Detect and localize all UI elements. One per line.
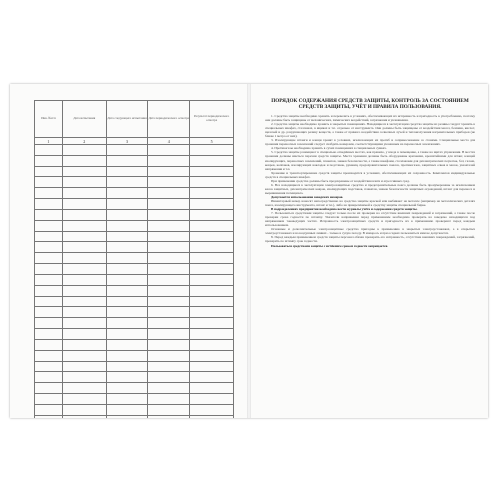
- table-cell: [106, 383, 148, 394]
- table-row: [35, 394, 234, 405]
- table-cell: [148, 307, 190, 318]
- table-cell: [148, 155, 190, 166]
- table-row: [35, 209, 234, 220]
- rules-text: [265, 98, 475, 248]
- table-cell: [62, 209, 106, 220]
- table-cell: [35, 274, 63, 285]
- rules-paragraph: 6. Все находящиеся в эксплуатации электрозащитные средства и предохранительные пояса должны быть пронумерованы за исключением касок защитных, диэлектрических ковров, изолирующих подставок, плакатов, знаков безопасности защитных ограждений, штанг для переноса и выравнивания потенциала.: [265, 182, 475, 195]
- table-cell: [35, 285, 63, 296]
- table-cell: [106, 307, 148, 318]
- table-cell: [62, 415, 106, 418]
- table-row: [35, 145, 234, 156]
- table-cell: [106, 155, 148, 166]
- table-cell: [35, 394, 63, 405]
- table-row: [35, 383, 234, 394]
- rules-body: [265, 114, 475, 248]
- table-cell: [62, 329, 106, 340]
- table-cell: [190, 383, 234, 394]
- table-row: [35, 188, 234, 199]
- table-row: [35, 404, 234, 415]
- table-cell: [35, 318, 63, 329]
- table-cell: [106, 415, 148, 418]
- table-cell: [106, 242, 148, 253]
- journal-header-cell: Дата следующего испытания: [106, 101, 148, 138]
- table-cell: [190, 394, 234, 405]
- rules-paragraph: 2. Средства защиты необходимо хранить в закрытых помещениях. Находящиеся в эксплуатации средства защиты из резины следует хранить в специальных шкафах, стеллажах, в ящиках и т.п. отдельно от инструмента. Они должны быть защищены от воздействия масел, бензина, кислот, щелочей и др. разрушающих резину веществ, а также от прямого воздействия солнечных лучей и теплоизлучения нагревательных приборов (не ближе 1 метра от них).: [265, 122, 475, 139]
- table-cell: [62, 220, 106, 231]
- table-row: [35, 372, 234, 383]
- table-cell: [35, 372, 63, 383]
- table-cell: [148, 296, 190, 307]
- rules-title: ПОРЯДОК СОДЕРЖАНИЯ СРЕДСТВ ЗАЩИТЫ, КОНТРОЛЬ ЗА СОСТОЯНИЕМ СРЕДСТВ ЗАЩИТЫ, УЧЁТ И ПРАВИЛА ПОЛЬЗОВАНИЯ.: [271, 98, 469, 110]
- table-cell: [148, 285, 190, 296]
- table-row: [35, 264, 234, 275]
- table-cell: [35, 242, 63, 253]
- column-number: 1: [35, 138, 63, 145]
- table-cell: [148, 264, 190, 275]
- rules-paragraph: 7. Пользоваться средствами защиты следует только после их проверки на отсутствие внешних повреждений и загрязнений, а также после проверки срока годности по штампу. Указатели напряжения перед применением необходимо проверить на заведомо находящихся под напряжением токоведущих частях. Исправность электрозащитных средств и пригодность их к применению проверяют перед каждым использованием.: [265, 211, 475, 228]
- table-cell: [35, 231, 63, 242]
- table-cell: [190, 307, 234, 318]
- table-row: [35, 415, 234, 418]
- table-cell: [190, 296, 234, 307]
- table-row: [35, 329, 234, 340]
- rules-paragraph: Пользоваться средствами защиты с истёкшим сроком годности запрещается.: [271, 243, 389, 248]
- rules-paragraph: Основные и дополнительные электрозащитные средства пригодны к применению в закрытых электроустановках, а в открытых электроустановках и на воздушных линиях - только в сухую погоду. В изморось и при осадках пользоваться ими не допускается.: [265, 227, 475, 236]
- table-cell: [106, 339, 148, 350]
- right-page: [251, 84, 488, 418]
- table-cell: [106, 145, 148, 156]
- table-cell: [62, 231, 106, 242]
- table-cell: [148, 199, 190, 210]
- table-cell: [148, 318, 190, 329]
- table-cell: [62, 339, 106, 350]
- table-cell: [35, 188, 63, 199]
- table-cell: [35, 220, 63, 231]
- table-cell: [190, 285, 234, 296]
- table-cell: [62, 296, 106, 307]
- column-number: 2: [62, 138, 106, 145]
- table-cell: [35, 199, 63, 210]
- table-cell: [35, 155, 63, 166]
- journal-header-row: [35, 101, 234, 138]
- column-number: 3: [106, 138, 148, 145]
- table-cell: [148, 188, 190, 199]
- table-cell: [106, 329, 148, 340]
- table-cell: [190, 209, 234, 220]
- table-cell: [148, 177, 190, 188]
- table-row: [35, 220, 234, 231]
- table-cell: [106, 177, 148, 188]
- table-row: [35, 231, 234, 242]
- table-cell: [148, 166, 190, 177]
- table-cell: [35, 166, 63, 177]
- table-row: [35, 339, 234, 350]
- table-cell: [190, 415, 234, 418]
- table-row: [35, 199, 234, 210]
- table-cell: [106, 361, 148, 372]
- table-cell: [35, 329, 63, 340]
- table-cell: [106, 285, 148, 296]
- table-cell: [62, 350, 106, 361]
- table-cell: [148, 404, 190, 415]
- table-cell: [106, 188, 148, 199]
- table-cell: [190, 177, 234, 188]
- rules-paragraph: При применении средства должны быть предохранены от воздействия влаги и агрессивных сред.: [271, 178, 410, 183]
- table-cell: [190, 372, 234, 383]
- table-cell: [62, 394, 106, 405]
- rules-paragraph: 3. Изолирующие штанги и клещи хранят в условиях, исключающих их прогиб и соприкосновение со стенами. Специальные места для хранения переносных заземлений следует снабдить номерами, соответствующими указанным на переносных заземлениях.: [265, 138, 475, 147]
- table-cell: [62, 188, 106, 199]
- journal-table: [34, 100, 234, 418]
- table-cell: [148, 329, 190, 340]
- table-cell: [148, 209, 190, 220]
- table-cell: [148, 415, 190, 418]
- left-page: [10, 84, 247, 418]
- journal-header-cell: Инв. №п/п: [35, 101, 63, 138]
- table-cell: [190, 329, 234, 340]
- table-cell: [35, 415, 63, 418]
- table-cell: [190, 404, 234, 415]
- table-cell: [62, 372, 106, 383]
- table-cell: [190, 145, 234, 156]
- table-cell: [190, 274, 234, 285]
- table-cell: [106, 199, 148, 210]
- table-cell: [62, 274, 106, 285]
- table-cell: [190, 220, 234, 231]
- table-cell: [148, 145, 190, 156]
- table-cell: [35, 307, 63, 318]
- table-cell: [148, 274, 190, 285]
- table-cell: [148, 231, 190, 242]
- table-cell: [62, 253, 106, 264]
- table-cell: [190, 264, 234, 275]
- table-cell: [190, 155, 234, 166]
- table-cell: [35, 296, 63, 307]
- table-cell: [106, 209, 148, 220]
- table-cell: [106, 296, 148, 307]
- table-cell: [62, 404, 106, 415]
- rules-paragraph: Инвентарный номер наносят непосредственно на средство защиты краской или выбивают на металле (например на металлических деталях пояса, изолирующего инструмента, штанг и т.п.), либо на прикрепляемой к средству защиты специальной бирке.: [265, 198, 475, 208]
- table-row: [35, 166, 234, 177]
- table-row: [35, 285, 234, 296]
- table-row: [35, 361, 234, 372]
- table-cell: [190, 188, 234, 199]
- table-cell: [106, 318, 148, 329]
- column-number: 5: [190, 138, 234, 145]
- table-cell: [62, 361, 106, 372]
- journal-header-cell: Дата периодического осмотра: [148, 101, 190, 138]
- table-cell: [62, 285, 106, 296]
- rules-paragraph: 8. Перед каждым применением средств защиты персонал обязан проверить его исправность, отсутствие внешних повреждений, загрязнений, проверить по штампу срок годности.: [265, 235, 475, 244]
- table-cell: [148, 242, 190, 253]
- table-cell: [35, 264, 63, 275]
- table-cell: [190, 242, 234, 253]
- table-cell: [148, 220, 190, 231]
- table-cell: [62, 199, 106, 210]
- table-cell: [35, 253, 63, 264]
- table-cell: [62, 177, 106, 188]
- rules-paragraph: 5. Средства защиты размещают в специально отведённых местах, как правило, у входа в помещение, а также на щитах управления. В местах хранения должны иметься перечни средств защиты. Места хранения должны быть оборудованы крючками, кронштейнами для штанг, клещей изолирующих, переносных заземлений, плакатов, знаков безопасности, а также шкафами, стеллажами для диэлектрических перчаток, бот, галош, ковров, колпаков, изолирующих накладок и подставок, рукавиц, предохранительных поясов, противогазов, защитных очков и масок, указателей напряжения и т.п.: [265, 150, 475, 171]
- table-cell: [148, 350, 190, 361]
- rules-paragraph: В подразделениях предприятия необходимо вести журналы учёта и содержания средств защиты.: [271, 207, 418, 212]
- rules-paragraph: 1. Средства защиты необходимо хранить и перевозить в условиях, обеспечивающих их исправность и пригодность к употреблению, поэтому они должны быть защищены от механических, химических воздействий, загрязнения и увлажнения.: [265, 114, 475, 123]
- table-cell: [106, 274, 148, 285]
- table-cell: [148, 253, 190, 264]
- table-cell: [106, 264, 148, 275]
- table-cell: [35, 361, 63, 372]
- table-cell: [35, 209, 63, 220]
- table-cell: [35, 350, 63, 361]
- table-row: [35, 242, 234, 253]
- table-row: [35, 253, 234, 264]
- table-cell: [62, 155, 106, 166]
- table-cell: [35, 177, 63, 188]
- table-cell: [106, 253, 148, 264]
- open-notebook: [10, 84, 488, 418]
- table-cell: [62, 383, 106, 394]
- table-cell: [190, 318, 234, 329]
- table-cell: [62, 264, 106, 275]
- journal-number-row: [35, 138, 234, 145]
- table-cell: [106, 404, 148, 415]
- table-cell: [62, 307, 106, 318]
- table-row: [35, 350, 234, 361]
- table-cell: [106, 372, 148, 383]
- table-cell: [190, 350, 234, 361]
- rules-paragraph: Допускается использование заводских номеров.: [271, 194, 344, 199]
- rules-paragraph: 4. Противогазы необходимо хранить в сухих помещениях в специальных сумках.: [271, 146, 387, 151]
- table-cell: [106, 231, 148, 242]
- table-cell: [62, 145, 106, 156]
- table-cell: [62, 166, 106, 177]
- table-cell: [35, 404, 63, 415]
- table-row: [35, 155, 234, 166]
- table-cell: [35, 383, 63, 394]
- table-cell: [106, 394, 148, 405]
- column-number: 4: [148, 138, 190, 145]
- table-cell: [190, 339, 234, 350]
- table-cell: [190, 199, 234, 210]
- table-cell: [190, 361, 234, 372]
- table-cell: [190, 231, 234, 242]
- journal-header-cell: Результат периодического осмотра: [190, 101, 234, 138]
- table-cell: [106, 220, 148, 231]
- table-row: [35, 177, 234, 188]
- table-cell: [148, 383, 190, 394]
- table-cell: [106, 166, 148, 177]
- table-row: [35, 296, 234, 307]
- table-cell: [190, 253, 234, 264]
- table-cell: [190, 166, 234, 177]
- journal-header-cell: Дата испытания: [62, 101, 106, 138]
- table-cell: [62, 242, 106, 253]
- table-cell: [62, 318, 106, 329]
- table-row: [35, 274, 234, 285]
- table-cell: [148, 372, 190, 383]
- table-cell: [148, 339, 190, 350]
- rules-paragraph: Хранение и транспортирование средств защиты производятся в условиях, обеспечивающих их сохранность. Комплектов индивидуальные средств в специальных шкафах.: [265, 170, 475, 179]
- table-cell: [106, 350, 148, 361]
- table-cell: [35, 339, 63, 350]
- table-cell: [148, 394, 190, 405]
- table-cell: [148, 361, 190, 372]
- table-row: [35, 307, 234, 318]
- table-row: [35, 318, 234, 329]
- table-cell: [35, 145, 63, 156]
